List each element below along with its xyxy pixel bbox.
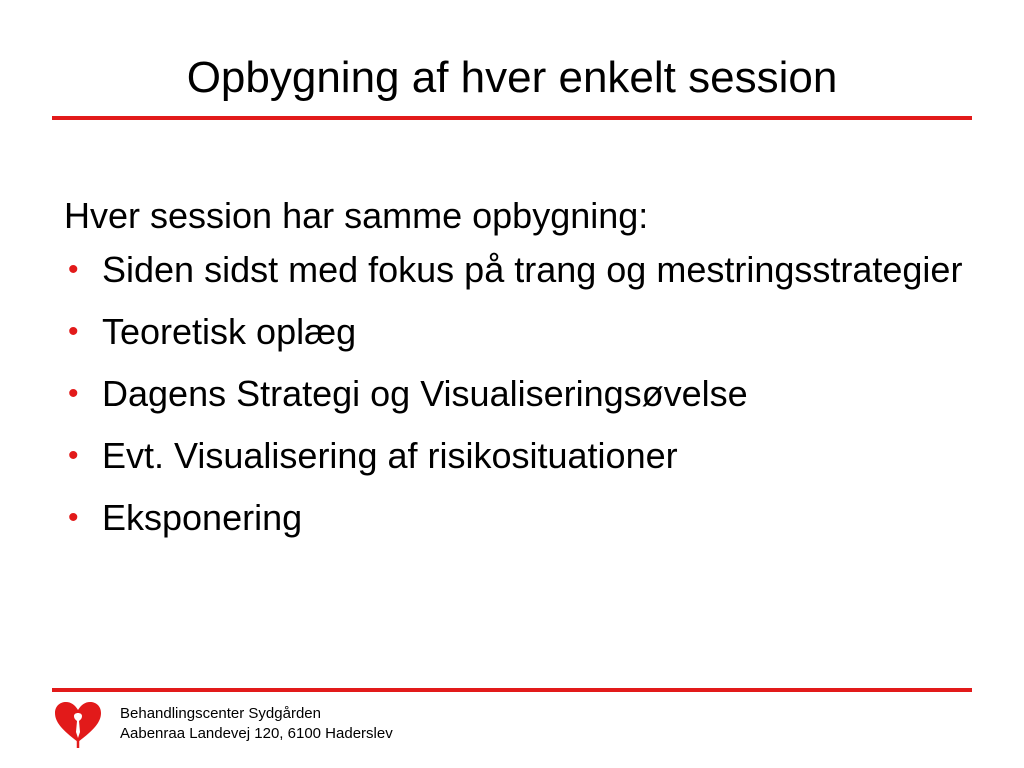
bullet-list — [64, 248, 964, 540]
bullet-icon: • — [68, 315, 79, 348]
footer-divider — [52, 688, 972, 692]
slide-body — [64, 192, 964, 558]
bullet-icon: • — [68, 253, 79, 286]
footer-organization: Behandlingscenter Sydgården — [120, 705, 321, 722]
list-item-text: Dagens Strategi og Visualiseringsøvelse — [102, 373, 748, 414]
list-item-text: Evt. Visualisering af risikosituationer — [102, 435, 678, 476]
list-item — [64, 434, 964, 478]
list-item-text: Siden sidst med fokus på trang og mestringsstrategier — [102, 249, 963, 290]
intro-text: Hver session har samme opbygning: — [64, 195, 649, 236]
heart-logo-icon — [52, 698, 104, 750]
bullet-icon: • — [68, 377, 79, 410]
list-item — [64, 248, 964, 292]
list-item-text: Eksponering — [102, 497, 303, 538]
footer-address: Aabenraa Landevej 120, 6100 Haderslev — [120, 725, 393, 742]
footer-text — [120, 704, 393, 744]
slide-title: Opbygning af hver enkelt session — [186, 53, 838, 102]
list-item — [64, 310, 964, 354]
list-item — [64, 372, 964, 416]
footer — [52, 696, 552, 752]
list-item-text: Teoretisk oplæg — [102, 311, 357, 352]
bullet-icon: • — [68, 439, 79, 472]
bullet-icon: • — [68, 501, 79, 534]
title-divider — [52, 116, 972, 120]
list-item — [64, 496, 964, 540]
